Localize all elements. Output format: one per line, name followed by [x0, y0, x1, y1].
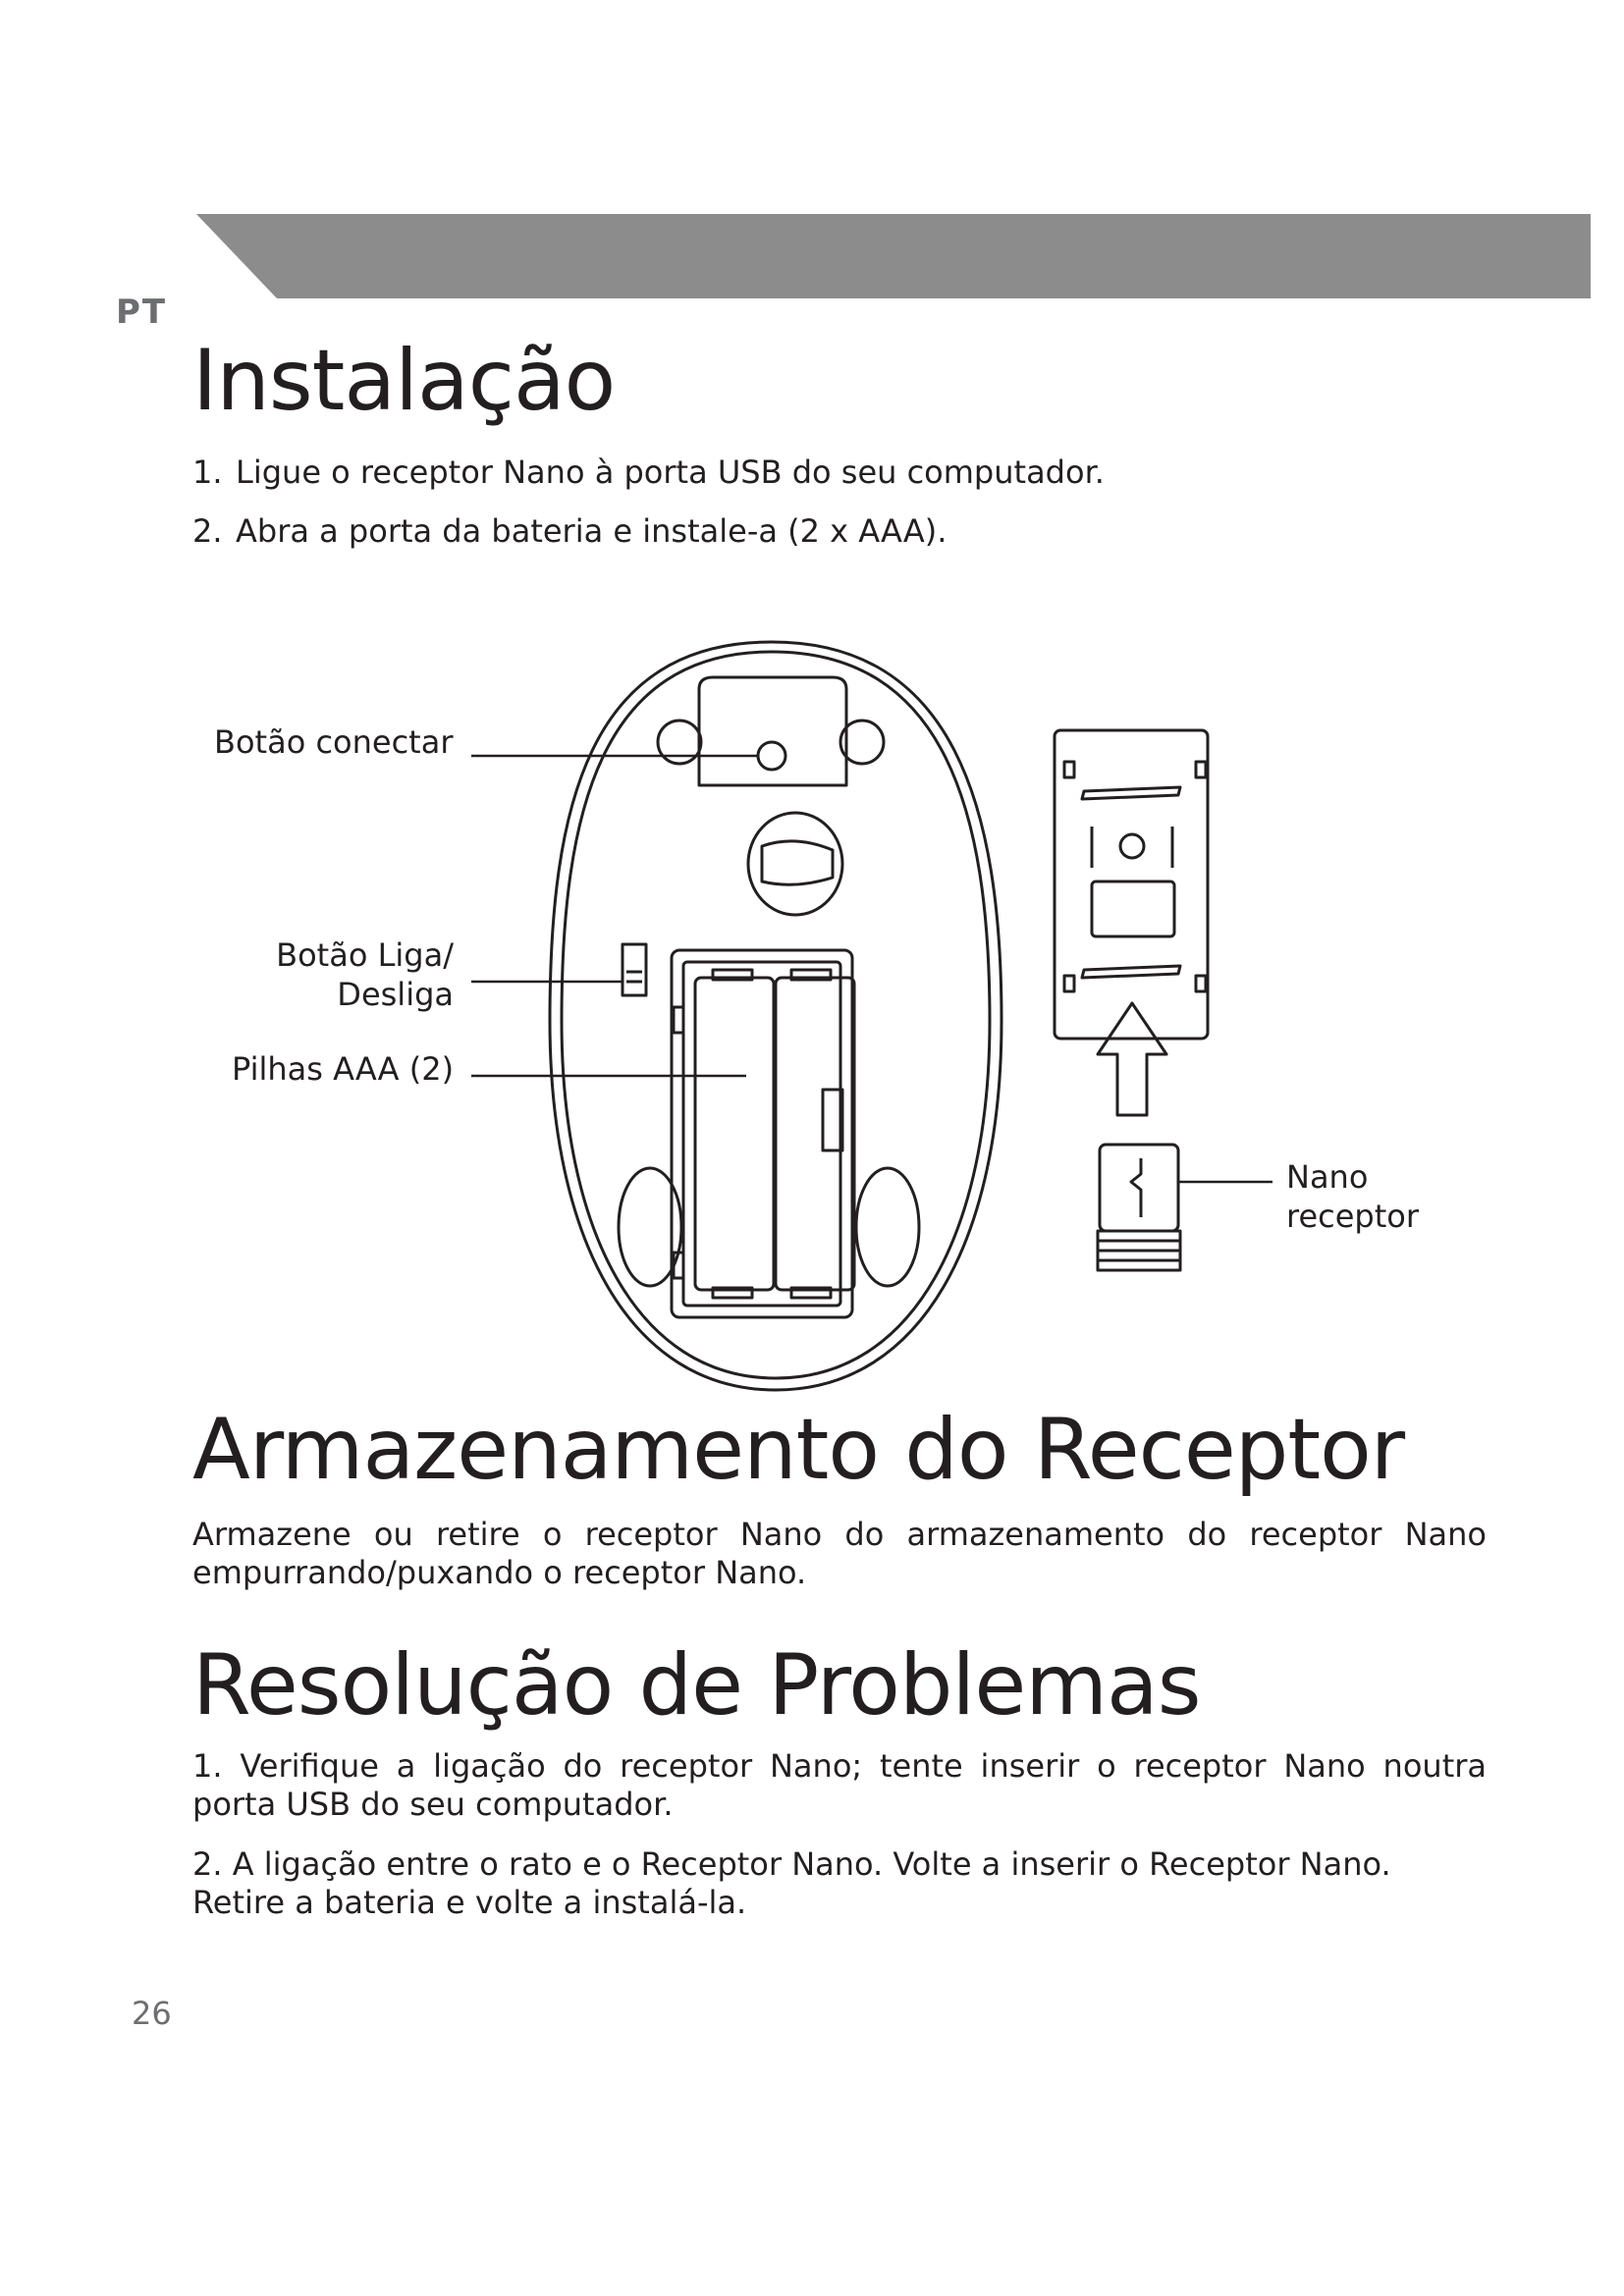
step-text: Ligue o receptor Nano à porta USB do seu computador.: [236, 454, 1105, 491]
step-text: Abra a porta da bateria e instale-a (2 x AAA).: [236, 512, 947, 551]
connect-button-icon: [758, 742, 785, 770]
label-nano-line1: Nano: [1286, 1158, 1369, 1196]
step-number: 1.: [192, 454, 223, 491]
storage-text: Armazene ou retire o receptor Nano do armazenamento do receptor Nano empurrando/puxando o receptor Nano.: [192, 1516, 1487, 1592]
installation-title: Instalação: [192, 332, 616, 430]
page-number: 26: [132, 1995, 172, 2032]
label-power-button-line2: Desliga: [337, 975, 454, 1013]
troubleshooting-item-1: 1. Verifique a ligação do receptor Nano; tente inserir o receptor Nano noutra porta USB do seu computador.: [192, 1747, 1487, 1824]
power-switch-icon: [623, 944, 646, 995]
label-batteries: Pilhas AAA (2): [232, 1050, 455, 1088]
step-number: 2.: [192, 512, 223, 551]
troubleshooting-title: Resolução de Problemas: [192, 1636, 1201, 1735]
receptor-storage-icon: [1055, 730, 1208, 1039]
battery-icon: [695, 978, 774, 1290]
label-power-button: [271, 936, 454, 1014]
arrow-up-icon: [1098, 1003, 1166, 1115]
language-tag: PT: [116, 293, 168, 332]
label-nano-receptor: [1286, 1158, 1419, 1236]
storage-title: Armazenamento do Receptor: [192, 1401, 1405, 1499]
troubleshooting-item-2: 2. A ligação entre o rato e o Receptor Nano. Volte a inserir o Receptor Nano. Retire a bateria e volte a instalá-la.: [192, 1845, 1391, 1922]
label-power-button-line1: Botão Liga/: [276, 936, 454, 974]
label-nano-line2: receptor: [1286, 1197, 1420, 1235]
label-connect-button: Botão conectar: [214, 723, 454, 761]
